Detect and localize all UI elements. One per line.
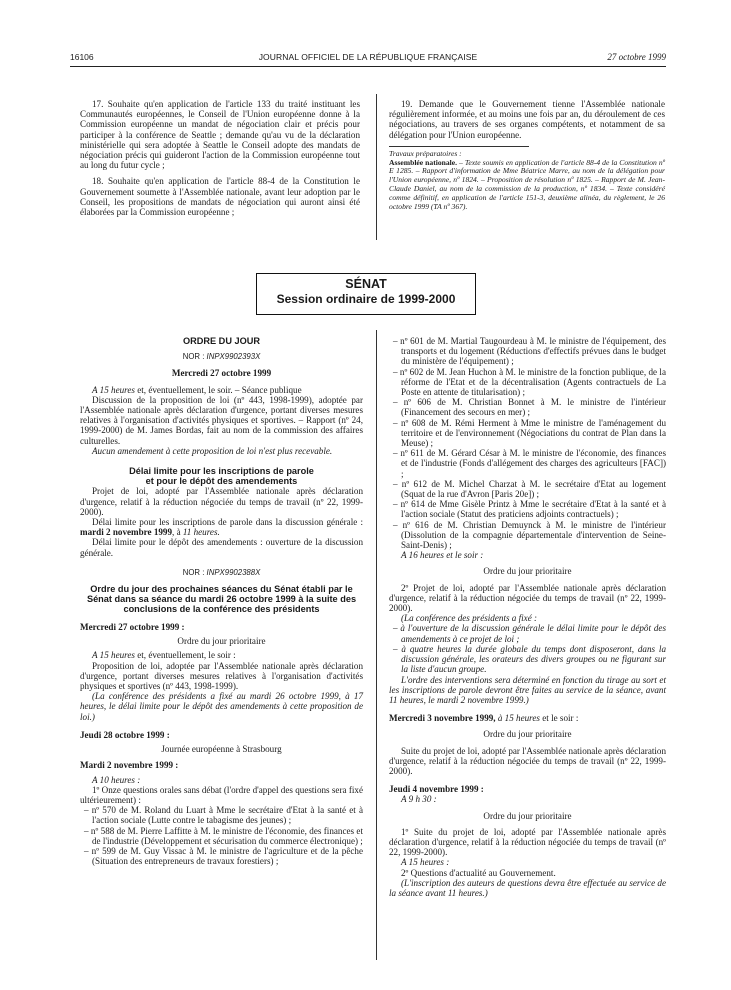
journal-title: JOURNAL OFFICIEL DE LA RÉPUBLIQUE FRANÇAISE [258,52,478,62]
question-612: – nº 612 de M. Michel Charzat à M. le secrétaire d'Etat au logement (Squat de la rue d'Avron [Paris 20e]) ; [393,478,666,500]
top-right-column [389,99,665,211]
conference-item-2: – à quatre heures la durée globale du temps dont disposeront, dans la discussion générale, les orateurs des divers groupes ou ne figurant sur la liste d'aucun groupe. [393,643,666,675]
header-rule [70,66,666,67]
ordre-seances-title: Ordre du jour des prochaines séances du Sénat établi par le Sénat dans sa séance du mardi 26 octobre 1999 à la suite des conclusions de la conférence des présidents [86,584,357,615]
ordre-du-jour-title: ORDRE DU JOUR [182,336,261,346]
paragraph-18: 18. Souhaite qu'en application de l'article 88-4 de la Constitution le Gouvernement soumette à l'Assemblée nationale, avant leur adoption par le Conseil, les propositions de mandats de négociation qui auront ainsi été élaborées par la Commission européenne ; [80,176,360,218]
delai-projet: Projet de loi, adopté par l'Assemblée nationale après déclaration d'urgence, relatif à la réduction négociée du temps de travail (nº 22, 1999-2000). [80,486,363,517]
date-heading-mercredi-3: Mercredi 3 novembre 1999, à 15 heures et le soir : [389,713,579,724]
ordre-prioritaire-1: Ordre du jour prioritaire [177,636,266,647]
left-column [80,336,363,866]
journee-europeenne: Journée européenne à Strasbourg [161,744,282,755]
question-616: – nº 616 de M. Christian Demuynck à M. le ministre de l'intérieur (Dissolution de la compagnie départementale d'intervention de Seine-Saint-Denis) ; [393,519,666,551]
no-amendment-note: Aucun amendement à cette proposition de loi n'est plus recevable. [92,445,333,456]
j4-time-morning: A 9 h 30 : [401,794,437,805]
j4-questions-actualite: 2º Questions d'actualité au Gouvernement. [401,867,556,878]
column-divider-main [376,330,377,960]
date-heading-jeudi-28: Jeudi 28 octobre 1999 : [80,729,170,740]
paragraph-17: 17. Souhaite qu'en application de l'article 133 du traité instituant les Communautés européennes, le Conseil de l'Union européenne donne à la Commission européenne un mandat de négociation clair et précis pour participer à la conférence de Seattle ; demande qu'au vu de la déclaration ministérielle qui sera adoptée à Seattle le Conseil adopte des mandats de négociation précis qui guideront l'action de la Commission européenne tout au long du futur cycle ; [80,99,360,171]
question-606: – nº 606 de M. Christian Bonnet à M. le ministre de l'intérieur (Financement des secours en mer) ; [393,397,666,418]
nor-reference-1: NOR : INPX9902393X [182,352,261,362]
m2-questions: 1º Onze questions orales sans débat (l'ordre d'appel des questions sera fixé ultérieurement) : [80,784,363,805]
m2-afternoon-time: A 16 heures et le soir : [401,550,484,561]
senat-title: SÉNAT [345,277,387,291]
column-divider-top [376,94,377,240]
page-number: 16106 [70,52,94,62]
question-570: – nº 570 de M. Roland du Luart à Mme le secrétaire d'Etat à la santé et à l'action sociale (Lutte contre le tabagisme des jeunes) ; [84,805,363,826]
right-column [389,336,666,898]
question-611: – nº 611 de M. Gérard César à M. le ministre de l'économie, des finances et de l'industrie (Fonds d'allégement des charges des agriculteurs [FAC]) ; [393,448,666,479]
paragraph-19: 19. Demande que le Gouvernement tienne l'Assemblée nationale régulièrement informée, et au moins une fois par an, du déroulement de ces négociations, au travers de ses organes compétents, et notamment de sa délégation pour l'Union européenne. [389,99,665,140]
running-header [70,52,666,66]
question-614: – nº 614 de Mme Gisèle Printz à Mme le secrétaire d'Etat à la santé et à l'action sociale (Statut des praticiens adjoints contractuels) ; [393,499,666,520]
date-heading-mercredi-27: Mercredi 27 octobre 1999 : [80,622,185,633]
projet-loi-2: 2º Projet de loi, adopté par l'Assemblée nationale après déclaration d'urgence, relatif à la réduction négociée du temps de travail (nº 22, 1999-2000). [389,582,666,614]
date-heading-1: Mercredi 27 octobre 1999 [171,368,272,379]
m27-time: A 15 heures et, éventuellement, le soir : [92,650,236,661]
travaux-preparatoires: Assemblée nationale. – Texte soumis en application de l'article 88-4 de la Constitution nº E 1285. – Rapport d'information de Mme Béatrice Marre, au nom de la délégation pour l'Union européenne, nº 1824. – Proposition de résolution nº 1825. – Rapport de M. Jean-Claude Daniel, au nom de la commission de la production, nº 1834. – Texte considéré comme définitif, en application de l'article 151-3, deuxième alinéa, du règlement, le 26 octobre 1999 (TA nº 367). [389,157,665,211]
question-588: – nº 588 de M. Pierre Laffitte à M. le ministre de l'économie, des finances et de l'industrie (Développement et sécurisation du commerce électronique) ; [84,825,363,846]
delai-title-2: et pour le dépôt des amendements [145,476,298,487]
session-title: Session ordinaire de 1999-2000 [276,292,456,306]
question-602: – nº 602 de M. Jean Huchon à M. le ministre de la fonction publique, de la réforme de l'Etat et de la décentralisation (Agents contractuels de La Poste en attente de titularisation) ; [393,366,666,398]
j4-suite-projet: 1º Suite du projet de loi, adopté par l'Assemblée nationale après déclaration d'urgence, relatif à la réduction négociée du temps de travail (nº 22, 1999-2000). [389,826,666,858]
ordre-prioritaire-2: Ordre du jour prioritaire [483,566,572,577]
j4-inscription-note: (L'inscription des auteurs de questions devra être effectuée au service de la séance avant 11 heures.) [389,877,666,898]
m3-suite-projet: Suite du projet de loi, adopté par l'Assemblée nationale après déclaration d'urgence, relatif à la réduction négociée du temps de travail (nº 22, 1999-2000). [389,745,667,776]
date-heading-jeudi-4: Jeudi 4 novembre 1999 : [389,784,484,795]
conference-order-note: L'ordre des interventions sera déterminé en fonction du tirage au sort et les inscriptions de parole devront être faites au service de la séance, avant 11 heures, le mardi 2 novembre 1999.) [389,674,666,705]
seance-line: A 15 heures et, éventuellement, le soir. – Séance publique [92,384,302,395]
senat-title-box [256,273,476,315]
discussion-paragraph: Discussion de la proposition de loi (nº 443, 1998-1999), adoptée par l'Assemblée nationale après déclaration d'urgence, portant diverses mesures relatives à l'organisation d'activités physiques et sportives. – Rapport (nº 24, 1999-2000) de M. James Bordas, fait au nom de la commission des affaires culturelles. [80,394,363,446]
m2-time: A 10 heures : [92,774,141,785]
issue-date: 27 octobre 1999 [607,52,666,62]
top-left-column [80,99,360,217]
delai-parole: Délai limite pour les inscriptions de parole dans la discussion générale : mardi 2 novembre 1999, à 11 heures. [80,517,363,538]
m27-conference-note: (La conférence des présidents a fixé au mardi 26 octobre 1999, à 17 heures, le délai limite pour le dépôt des amendements à cette proposition de loi.) [80,691,363,722]
question-599: – nº 599 de M. Guy Vissac à M. le ministre de l'agriculture et de la pêche (Situation des entrepreneurs de travaux forestiers) ; [84,845,363,867]
travaux-label: Travaux préparatoires : [389,146,529,159]
date-heading-mardi-2: Mardi 2 novembre 1999 : [80,760,179,771]
question-608: – nº 608 de M. Rémi Herment à Mme le ministre de l'aménagement du territoire et de l'environnement (Négociations du contrat de Plan dans la Meuse) ; [393,417,666,449]
m27-proposition: Proposition de loi, adoptée par l'Assemblée nationale après déclaration d'urgence, portant diverses mesures relatives à l'organisation d'activités physiques et sportives (nº 443, 1998-1999). [80,660,363,692]
delai-title-1: Délai limite pour les inscriptions de parole [129,466,314,477]
travaux-assemblee: Assemblée nationale. [389,157,458,167]
j4-time-afternoon: A 15 heures : [401,857,450,868]
nor-reference-2: NOR : INPX9902388X [182,567,261,577]
ordre-prioritaire-3: Ordre du jour prioritaire [483,729,572,740]
question-601: – nº 601 de M. Martial Taugourdeau à M. le ministre de l'équipement, des transports et du logement (Réductions d'effectifs prévues dans le budget du ministère de l'équipement) ; [393,336,666,367]
conference-fixed: (La conférence des présidents a fixé : [401,613,538,624]
ordre-prioritaire-4: Ordre du jour prioritaire [483,810,572,821]
conference-item-1: – à l'ouverture de la discussion générale le délai limite pour le dépôt des amendements à ce projet de loi ; [393,623,666,644]
delai-amendements: Délai limite pour le dépôt des amendements : ouverture de la discussion générale. [80,537,363,558]
